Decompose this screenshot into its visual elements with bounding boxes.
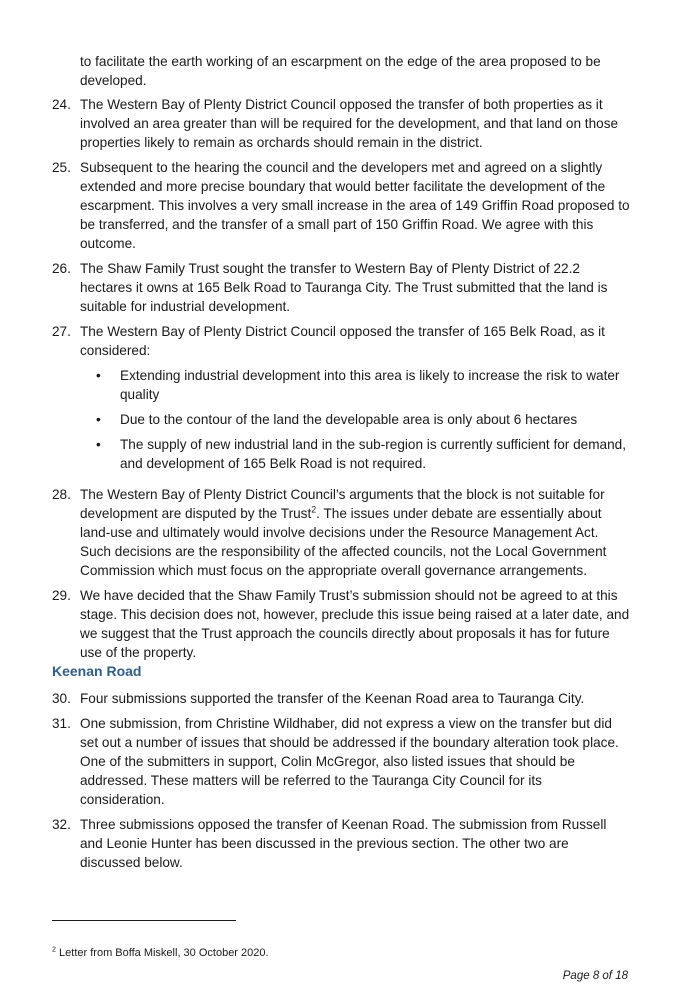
paragraph-24 — [52, 95, 630, 152]
paragraph-text: Subsequent to the hearing the council and the developers met and agreed on a slightly extended and more precise boundary that would better facilitate the development of the escarpment. This involves a very small increase in the area of 149 Griffin Road proposed to be transferred, and the transfer of a small part of 150 Griffin Road. We agree with this outcome. — [80, 160, 630, 251]
bullet-list — [80, 366, 630, 473]
paragraph-number: 28. — [52, 487, 71, 502]
bullet-text: The supply of new industrial land in the sub-region is currently sufficient for demand, and development of 165 Belk Road is not required. — [120, 437, 627, 471]
bullet-icon: • — [96, 437, 101, 452]
paragraph-26 — [52, 259, 630, 316]
paragraph-32 — [52, 815, 630, 872]
paragraph-number: 25. — [52, 160, 71, 175]
footnote-separator — [52, 920, 236, 921]
paragraph-number: 27. — [52, 324, 71, 339]
paragraph-text: Four submissions supported the transfer of the Keenan Road area to Tauranga City. — [80, 691, 585, 706]
numbered-list-keenan — [52, 689, 630, 878]
paragraph-29 — [52, 586, 630, 662]
bullet-text: Extending industrial development into this area is likely to increase the risk to water quality — [120, 368, 620, 402]
paragraph-number: 29. — [52, 588, 71, 603]
paragraph-text: The Shaw Family Trust sought the transfer to Western Bay of Plenty District of 22.2 hectares it owns at 165 Belk Road to Tauranga City. The Trust submitted that the land is suitable for industrial development. — [80, 261, 608, 314]
paragraph-31 — [52, 714, 630, 809]
paragraph-text: One submission, from Christine Wildhaber, did not express a view on the transfer but did set out a number of issues that should be addressed if the boundary alteration took place. One of the submitters in support, Colin McGregor, also listed issues that should be addressed. These matters will be referred to the Tauranga City Council for its consideration. — [80, 716, 619, 807]
bullet-icon: • — [96, 412, 101, 427]
paragraph-text: The Western Bay of Plenty District Council opposed the transfer of both properties as it involved an area greater than will be required for the development, and that land on those properties likely to remain as orchards should remain in the district. — [80, 97, 619, 150]
paragraph-number: 31. — [52, 716, 71, 731]
paragraph-text: The Western Bay of Plenty District Council opposed the transfer of 165 Belk Road, as it considered: — [80, 324, 605, 358]
bullet-item — [80, 435, 630, 473]
paragraph-number: 24. — [52, 97, 71, 112]
footnote-ref: 2 — [311, 504, 317, 515]
paragraph-number: 30. — [52, 691, 71, 706]
paragraph-25 — [52, 158, 630, 253]
paragraph-text: Three submissions opposed the transfer of Keenan Road. The submission from Russell and Leonie Hunter has been discussed in the previous section. The other two are discussed below. — [80, 817, 607, 870]
section-heading: Keenan Road — [52, 663, 142, 679]
paragraph-30 — [52, 689, 630, 708]
bullet-item — [80, 366, 630, 404]
paragraph-28 — [52, 485, 630, 580]
paragraph-number: 32. — [52, 817, 71, 832]
continued-paragraph: to facilitate the earth working of an escarpment on the edge of the area proposed to be developed. — [80, 54, 601, 88]
paragraph-number: 26. — [52, 261, 71, 276]
bullet-icon: • — [96, 368, 101, 383]
paragraph-27 — [52, 322, 630, 479]
paragraph-text: The Western Bay of Plenty District Council’s arguments that the block is not suitable for development are disputed by the Trust$^2$. The issues under debate are essentially about land-use and ultimately would involve decisions under the Resource Management Act. Such decisions are the responsibility of the affected councils, not the Local Government Commission which must focus on the appropriate overall governance arrangements. — [80, 487, 607, 578]
footnote-number: 2 — [52, 945, 56, 954]
paragraph-text: We have decided that the Shaw Family Trust’s submission should not be agreed to at this stage. This decision does not, however, preclude this issue being raised at a later date, and we suggest that the Trust approach the councils directly about proposals it has for future use of the property. — [80, 588, 630, 660]
numbered-list-main — [52, 95, 630, 668]
bullet-item — [80, 410, 630, 429]
footnote-text: Letter from Boffa Miskell, 30 October 2020. — [59, 947, 269, 959]
footnote — [52, 946, 269, 960]
bullet-text: Due to the contour of the land the developable area is only about 6 hectares — [120, 412, 578, 427]
page-number: Page 8 of 18 — [562, 970, 628, 982]
